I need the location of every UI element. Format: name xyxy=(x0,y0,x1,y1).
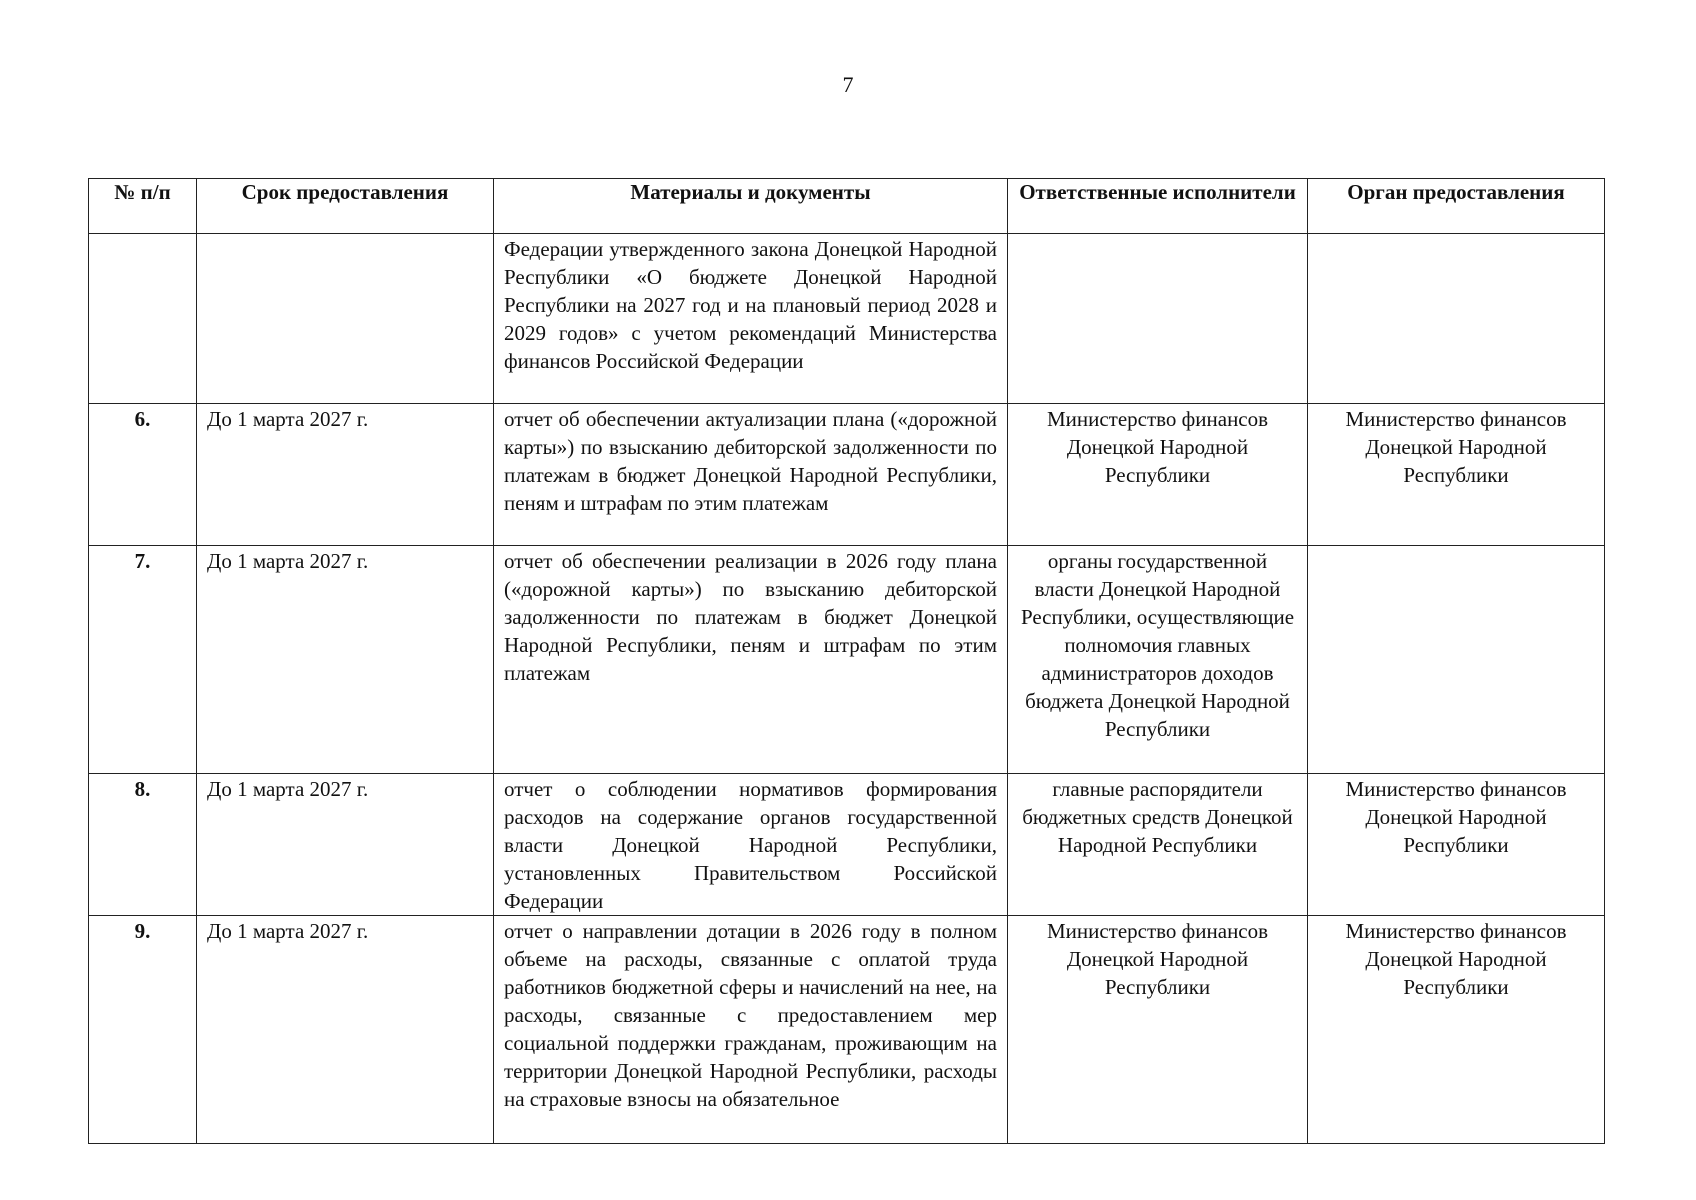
row-materials: отчет об обеспечении реализации в 2026 году плана («дорожной карты») по взысканию дебиторской задолженности по платежам в бюджет Донецкой Народной Республики, пеням и штрафам по этим платежам xyxy=(494,546,1008,774)
header-materials: Материалы и документы xyxy=(494,179,1008,234)
table-row xyxy=(89,234,1605,404)
page-number: 7 xyxy=(842,72,854,97)
table-row xyxy=(89,546,1605,774)
table-header-row xyxy=(89,179,1605,234)
table-row xyxy=(89,916,1605,1144)
header-deadline: Срок предоставления xyxy=(197,179,494,234)
row-deadline xyxy=(197,234,494,404)
row-materials: отчет о направлении дотации в 2026 году в полном объеме на расходы, связанные с оплатой труда работников бюджетной сферы и начислений на нее, на расходы, связанные с предоставлением мер социальной поддержки гражданам, проживающим на территории Донецкой Народной Республики, расходы на страховые взносы на обязательное xyxy=(494,916,1008,1144)
row-number: 7. xyxy=(89,546,197,774)
row-body: Министерство финансов Донецкой Народной Республики xyxy=(1308,404,1605,546)
row-deadline: До 1 марта 2027 г. xyxy=(197,774,494,916)
row-deadline: До 1 марта 2027 г. xyxy=(197,404,494,546)
header-executors: Ответственные исполнители xyxy=(1008,179,1308,234)
header-body: Орган предоставления xyxy=(1308,179,1605,234)
header-number: № п/п xyxy=(89,179,197,234)
row-number: 8. xyxy=(89,774,197,916)
row-number: 9. xyxy=(89,916,197,1144)
row-executors: Министерство финансов Донецкой Народной Республики xyxy=(1008,916,1308,1144)
row-number xyxy=(89,234,197,404)
row-materials: Федерации утвержденного закона Донецкой Народной Республики «О бюджете Донецкой Народной Республики на 2027 год и на плановый период 2028 и 2029 годов» с учетом рекомендаций Министерства финансов Российской Федерации xyxy=(494,234,1008,404)
table-row xyxy=(89,774,1605,916)
row-executors xyxy=(1008,234,1308,404)
table-row xyxy=(89,404,1605,546)
schedule-table xyxy=(88,178,1605,1144)
row-executors: органы государственной власти Донецкой Народной Республики, осуществляющие полномочия главных администраторов доходов бюджета Донецкой Народной Республики xyxy=(1008,546,1308,774)
row-deadline: До 1 марта 2027 г. xyxy=(197,916,494,1144)
row-deadline: До 1 марта 2027 г. xyxy=(197,546,494,774)
row-materials: отчет об обеспечении актуализации плана («дорожной карты») по взысканию дебиторской задолженности по платежам в бюджет Донецкой Народной Республики, пеням и штрафам по этим платежам xyxy=(494,404,1008,546)
row-executors: главные распорядители бюджетных средств Донецкой Народной Республики xyxy=(1008,774,1308,916)
row-body xyxy=(1308,546,1605,774)
row-body: Министерство финансов Донецкой Народной Республики xyxy=(1308,774,1605,916)
row-body xyxy=(1308,234,1605,404)
row-body: Министерство финансов Донецкой Народной Республики xyxy=(1308,916,1605,1144)
row-materials: отчет о соблюдении нормативов формирования расходов на содержание органов государственной власти Донецкой Народной Республики, установленных Правительством Российской Федерации xyxy=(494,774,1008,916)
row-executors: Министерство финансов Донецкой Народной Республики xyxy=(1008,404,1308,546)
row-number: 6. xyxy=(89,404,197,546)
